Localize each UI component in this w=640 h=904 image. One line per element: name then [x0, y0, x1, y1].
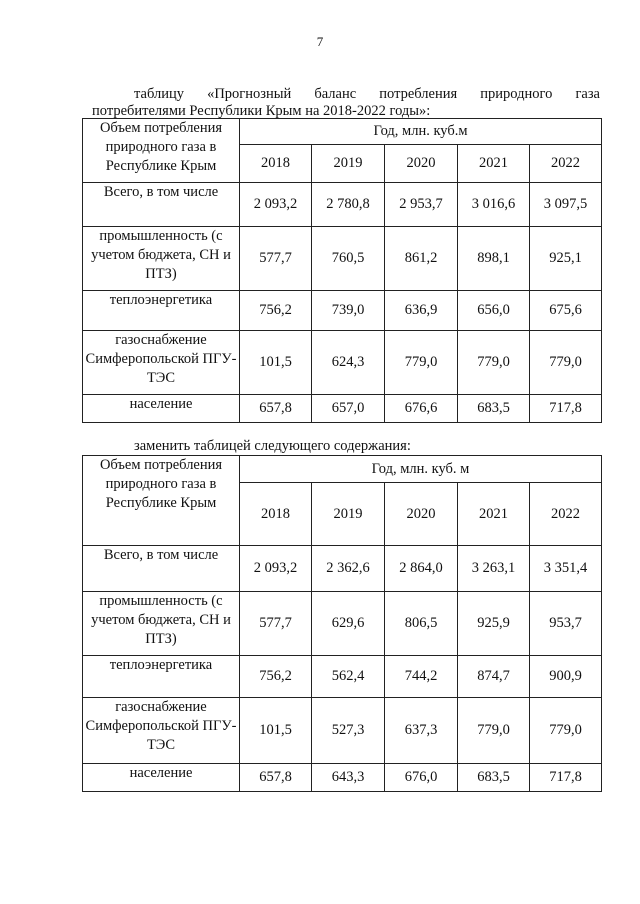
- cell-value: 577,7: [240, 592, 312, 656]
- table-row: [83, 764, 602, 792]
- table-row: [83, 592, 602, 656]
- year-header: 2019: [312, 145, 385, 183]
- year-header: 2021: [458, 145, 530, 183]
- cell-value: 756,2: [240, 656, 312, 698]
- cell-value: 739,0: [312, 291, 385, 331]
- cell-value: 683,5: [458, 395, 530, 423]
- intro-paragraph: [92, 86, 600, 120]
- row-label: теплоэнергетика: [83, 656, 240, 698]
- intro-line-2: потребителями Республики Крым на 2018-2022 годы»:: [92, 103, 431, 119]
- cell-value: 2 362,6: [312, 546, 385, 592]
- cell-value: 675,6: [530, 291, 602, 331]
- table-row: [83, 698, 602, 764]
- cell-value: 636,9: [385, 291, 458, 331]
- cell-value: 779,0: [458, 331, 530, 395]
- cell-value: 3 351,4: [530, 546, 602, 592]
- table-row: [83, 656, 602, 698]
- cell-value: 779,0: [530, 331, 602, 395]
- cell-value: 629,6: [312, 592, 385, 656]
- row-label: Всего, в том числе: [83, 183, 240, 227]
- cell-value: 676,0: [385, 764, 458, 792]
- cell-value: 683,5: [458, 764, 530, 792]
- row-label: промышленность (с учетом бюджета, СН и ПТЗ): [83, 227, 240, 291]
- cell-value: 861,2: [385, 227, 458, 291]
- cell-value: 101,5: [240, 698, 312, 764]
- table-row: [83, 183, 602, 227]
- cell-value: 2 780,8: [312, 183, 385, 227]
- cell-value: 2 864,0: [385, 546, 458, 592]
- cell-value: 874,7: [458, 656, 530, 698]
- header-year-group: Год, млн. куб.м: [240, 119, 602, 145]
- year-header: 2019: [312, 483, 385, 546]
- cell-value: 3 097,5: [530, 183, 602, 227]
- cell-value: 760,5: [312, 227, 385, 291]
- row-label: население: [83, 764, 240, 792]
- table-row: [83, 291, 602, 331]
- page-number: 7: [316, 34, 324, 49]
- cell-value: 676,6: [385, 395, 458, 423]
- cell-value: 657,8: [240, 764, 312, 792]
- row-label: промышленность (с учетом бюджета, СН и ПТЗ): [83, 592, 240, 656]
- forecast-table-old: [82, 118, 602, 423]
- year-header: 2018: [240, 145, 312, 183]
- cell-value: 717,8: [530, 395, 602, 423]
- cell-value: 925,9: [458, 592, 530, 656]
- cell-value: 3 016,6: [458, 183, 530, 227]
- row-label: газоснабжение Симферопольской ПГУ-ТЭС: [83, 698, 240, 764]
- year-header: 2022: [530, 145, 602, 183]
- cell-value: 527,3: [312, 698, 385, 764]
- cell-value: 900,9: [530, 656, 602, 698]
- header-consumption: Объем потребления природного газа в Республике Крым: [83, 456, 240, 546]
- year-header: 2018: [240, 483, 312, 546]
- row-label: население: [83, 395, 240, 423]
- cell-value: 101,5: [240, 331, 312, 395]
- forecast-table-new: [82, 455, 602, 792]
- cell-value: 657,8: [240, 395, 312, 423]
- intro-line-1: таблицу «Прогнозный баланс потребления природного газа: [134, 86, 600, 102]
- cell-value: 562,4: [312, 656, 385, 698]
- cell-value: 657,0: [312, 395, 385, 423]
- row-label: теплоэнергетика: [83, 291, 240, 331]
- table-row: [83, 546, 602, 592]
- cell-value: 2 093,2: [240, 546, 312, 592]
- row-label: Всего, в том числе: [83, 546, 240, 592]
- replace-instruction: заменить таблицей следующего содержания:: [134, 438, 411, 454]
- cell-value: 717,8: [530, 764, 602, 792]
- table-row: [83, 227, 602, 291]
- cell-value: 2 093,2: [240, 183, 312, 227]
- cell-value: 779,0: [530, 698, 602, 764]
- year-header: 2020: [385, 483, 458, 546]
- year-header: 2022: [530, 483, 602, 546]
- cell-value: 744,2: [385, 656, 458, 698]
- cell-value: 656,0: [458, 291, 530, 331]
- cell-value: 637,3: [385, 698, 458, 764]
- row-label: газоснабжение Симферопольской ПГУ-ТЭС: [83, 331, 240, 395]
- cell-value: 643,3: [312, 764, 385, 792]
- table-row: [83, 395, 602, 423]
- header-consumption: Объем потребления природного газа в Республике Крым: [83, 119, 240, 183]
- year-header: 2021: [458, 483, 530, 546]
- header-year-group: Год, млн. куб. м: [240, 456, 602, 483]
- cell-value: 953,7: [530, 592, 602, 656]
- cell-value: 925,1: [530, 227, 602, 291]
- cell-value: 3 263,1: [458, 546, 530, 592]
- table-row: [83, 331, 602, 395]
- cell-value: 779,0: [385, 331, 458, 395]
- cell-value: 806,5: [385, 592, 458, 656]
- year-header: 2020: [385, 145, 458, 183]
- cell-value: 756,2: [240, 291, 312, 331]
- cell-value: 577,7: [240, 227, 312, 291]
- cell-value: 779,0: [458, 698, 530, 764]
- cell-value: 2 953,7: [385, 183, 458, 227]
- cell-value: 898,1: [458, 227, 530, 291]
- cell-value: 624,3: [312, 331, 385, 395]
